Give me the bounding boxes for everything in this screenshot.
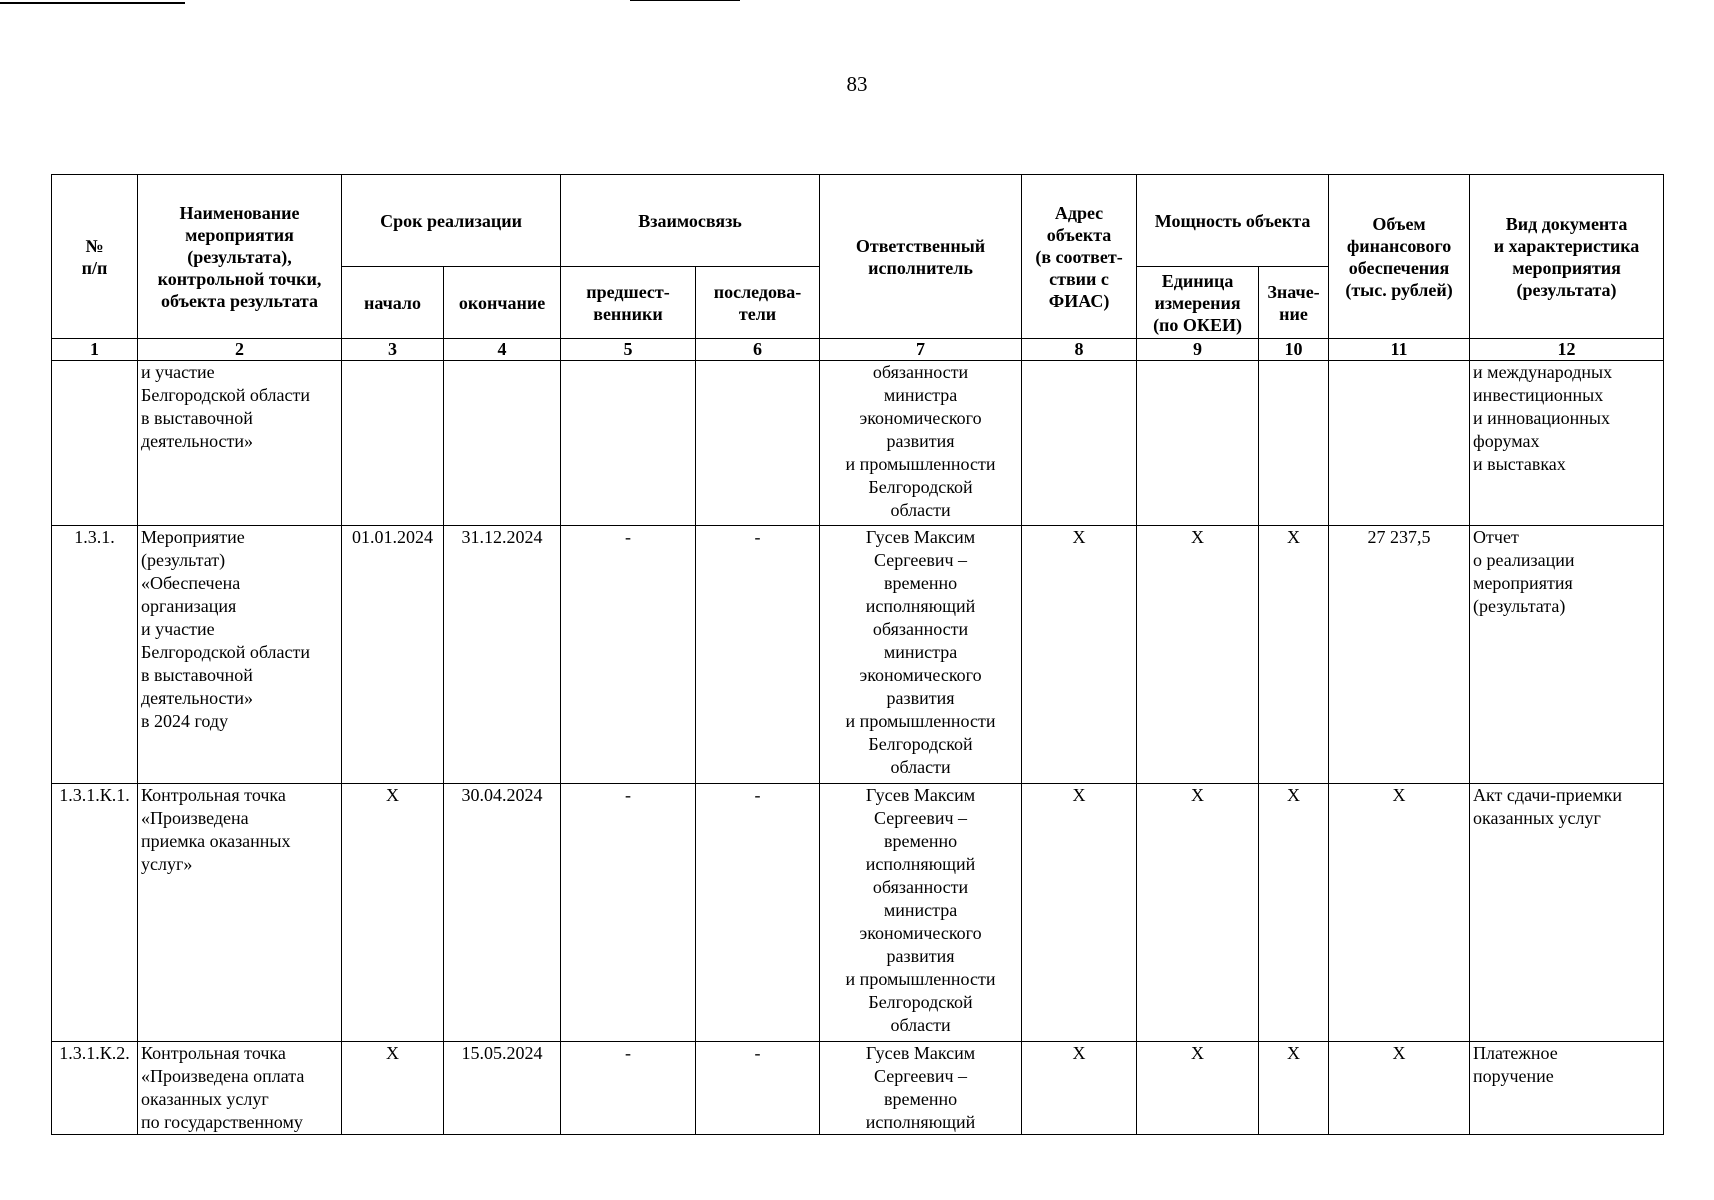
column-number: 3 xyxy=(342,339,444,361)
cell-doc: Отчет о реализации мероприятия (результата) xyxy=(1470,526,1664,784)
cell-unit: X xyxy=(1137,526,1259,784)
scan-mark xyxy=(0,2,185,4)
cell-finance: X xyxy=(1329,784,1470,1042)
header-term: Срок реализации xyxy=(342,175,561,267)
header-num: № п/п xyxy=(52,175,138,339)
header-term-end: окончание xyxy=(444,267,561,339)
header-term-start: начало xyxy=(342,267,444,339)
cell-address: X xyxy=(1022,784,1137,1042)
cell-value: X xyxy=(1259,1042,1329,1135)
data-table xyxy=(51,174,1664,1135)
header-doc: Вид документа и характеристика мероприятия (результата) xyxy=(1470,175,1664,339)
cell-num xyxy=(52,361,138,526)
cell-responsible: Гусев Максим Сергеевич – временно исполняющий обязанности министра экономического развития и промышленности Белгородской области xyxy=(820,784,1022,1042)
cell-responsible: обязанности министра экономического развития и промышленности Белгородской области xyxy=(820,361,1022,526)
cell-doc: Акт сдачи-приемки оказанных услуг xyxy=(1470,784,1664,1042)
cell-address: X xyxy=(1022,1042,1137,1135)
header-responsible: Ответственный исполнитель xyxy=(820,175,1022,339)
scan-mark xyxy=(630,0,740,1)
cell-unit: X xyxy=(1137,1042,1259,1135)
cell-address xyxy=(1022,361,1137,526)
column-number: 8 xyxy=(1022,339,1137,361)
cell-num: 1.3.1.К.1. xyxy=(52,784,138,1042)
cell-prev xyxy=(561,361,696,526)
column-number: 6 xyxy=(696,339,820,361)
cell-prev: - xyxy=(561,1042,696,1135)
cell-start: X xyxy=(342,1042,444,1135)
cell-finance xyxy=(1329,361,1470,526)
column-number: 12 xyxy=(1470,339,1664,361)
cell-num: 1.3.1.К.2. xyxy=(52,1042,138,1135)
cell-value: X xyxy=(1259,526,1329,784)
cell-name: Мероприятие (результат) «Обеспечена организация и участие Белгородской области в выставочной деятельности» в 2024 году xyxy=(138,526,342,784)
header-value: Значе- ние xyxy=(1259,267,1329,339)
column-number: 9 xyxy=(1137,339,1259,361)
cell-value xyxy=(1259,361,1329,526)
cell-next: - xyxy=(696,526,820,784)
header-unit: Единица измерения (по ОКЕИ) xyxy=(1137,267,1259,339)
cell-start: 01.01.2024 xyxy=(342,526,444,784)
cell-doc: и международных инвестиционных и инновационных форумах и выставках xyxy=(1470,361,1664,526)
header-address: Адрес объекта (в соответ- ствии с ФИАС) xyxy=(1022,175,1137,339)
page-number: 83 xyxy=(846,72,868,96)
cell-name: и участие Белгородской области в выставочной деятельности» xyxy=(138,361,342,526)
cell-start xyxy=(342,361,444,526)
cell-value: X xyxy=(1259,784,1329,1042)
header-link-prev: предшест- венники xyxy=(561,267,696,339)
column-number-row xyxy=(52,339,1664,361)
header-name: Наименование мероприятия (результата), контрольной точки, объекта результата xyxy=(138,175,342,339)
header-finance: Объем финансового обеспечения (тыс. рублей) xyxy=(1329,175,1470,339)
cell-prev: - xyxy=(561,784,696,1042)
cell-start: X xyxy=(342,784,444,1042)
cell-end: 31.12.2024 xyxy=(444,526,561,784)
column-number: 11 xyxy=(1329,339,1470,361)
table-row xyxy=(52,784,1664,1042)
cell-doc: Платежное поручение xyxy=(1470,1042,1664,1135)
cell-next xyxy=(696,361,820,526)
header-link: Взаимосвязь xyxy=(561,175,820,267)
header-link-next: последова- тели xyxy=(696,267,820,339)
column-number: 10 xyxy=(1259,339,1329,361)
header-capacity: Мощность объекта xyxy=(1137,175,1329,267)
cell-end xyxy=(444,361,561,526)
column-number: 7 xyxy=(820,339,1022,361)
cell-prev: - xyxy=(561,526,696,784)
table-row xyxy=(52,361,1664,526)
column-number: 5 xyxy=(561,339,696,361)
cell-responsible: Гусев Максим Сергеевич – временно исполняющий обязанности министра экономического развития и промышленности Белгородской области xyxy=(820,526,1022,784)
cell-end: 15.05.2024 xyxy=(444,1042,561,1135)
table-row xyxy=(52,1042,1664,1135)
cell-next: - xyxy=(696,784,820,1042)
cell-unit: X xyxy=(1137,784,1259,1042)
table-row xyxy=(52,526,1664,784)
cell-next: - xyxy=(696,1042,820,1135)
column-number: 2 xyxy=(138,339,342,361)
cell-responsible: Гусев Максим Сергеевич – временно исполняющий xyxy=(820,1042,1022,1135)
cell-unit xyxy=(1137,361,1259,526)
cell-finance: 27 237,5 xyxy=(1329,526,1470,784)
cell-end: 30.04.2024 xyxy=(444,784,561,1042)
cell-num: 1.3.1. xyxy=(52,526,138,784)
cell-address: X xyxy=(1022,526,1137,784)
cell-finance: X xyxy=(1329,1042,1470,1135)
cell-name: Контрольная точка «Произведена приемка оказанных услуг» xyxy=(138,784,342,1042)
column-number: 1 xyxy=(52,339,138,361)
cell-name: Контрольная точка «Произведена оплата оказанных услуг по государственному xyxy=(138,1042,342,1135)
column-number: 4 xyxy=(444,339,561,361)
